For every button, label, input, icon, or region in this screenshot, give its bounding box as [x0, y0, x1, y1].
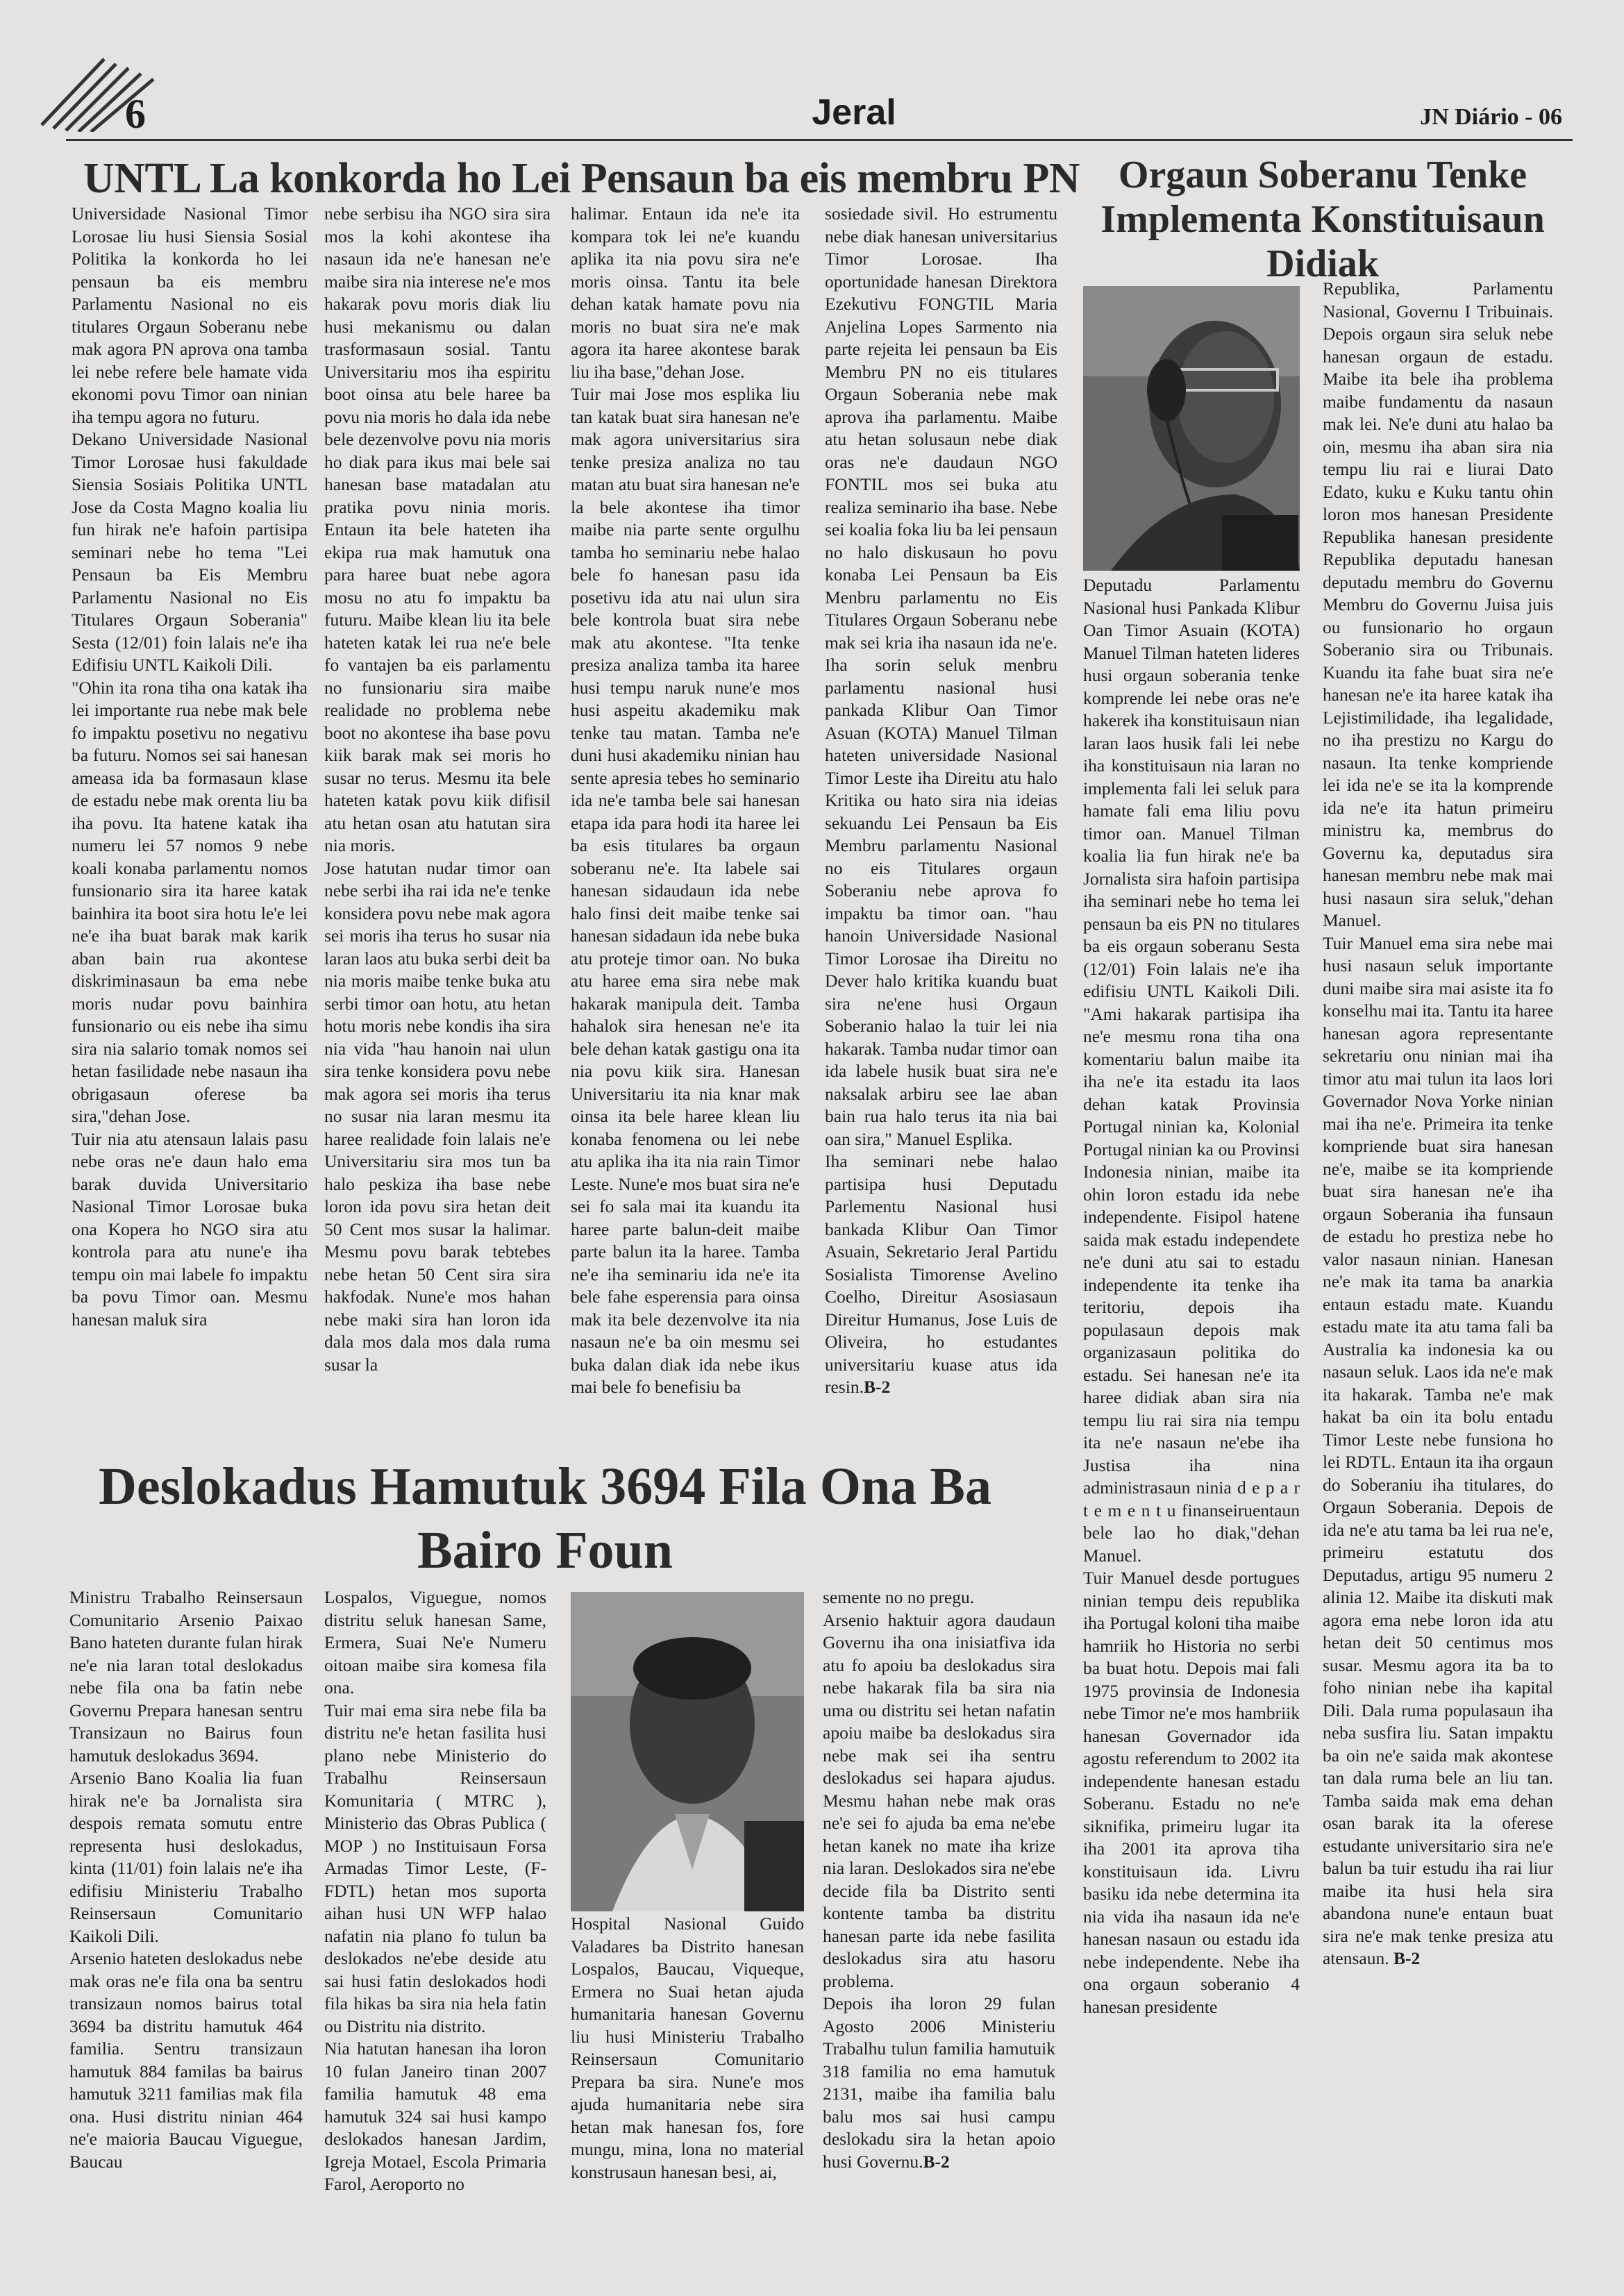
- main-article-column-2: [324, 203, 551, 1452]
- right-article-signature: B-2: [1393, 1948, 1421, 1968]
- right-article-text-2: Republika, Parlamentu Nasional, Governu I Tribuinais. Depois orgaun sira seluk nebe hanesan orgaun de estadu. Maibe ita bele iha problema maibe fundamentu da nasaun mak lei. Ne'e duni atu halao ba oin, mesmu iha aban sira nia tempu liu rai e liurai Dato Edato, kuku e Kuku tantu ohin loron mos hanesan Presidente Republika hanesan presidente Republika deputadu hanesan deputadu membru do Governu Membru do Governu Juisa juis ou funsionario ho orgaun Soberanio sira ou Tribunais. Kuandu ita fahe buat sira ne'e hanesan ne'e ita haree katak iha Lejistimilidade, iha legalidade, no iha prestizu no Kargu do nasaun. Ita tenke kompriende lei ida ne'e se ita la komprende ida ne'e ita hatun primeiru ministru ka, membrus do Governu ka, deputadus sira hanesan membru nebe mak mai husi nasaun sira seluk,"dehan Manuel. Tuir Manuel ema sira nebe mai husi nasaun seluk importante duni maibe sira mai asiste ita fo konselhu mai ita. Tantu ita haree hanesan agora representante sekretariu onu ninian mai iha timor atu mai tulun ita laos lori Governador Nova Yorke ninian mai iha ne'e. Primeira ita tenke kompriende buat sira hanesan ne'e, maibe se ita kompriende buat sira hanesan ne'e iha orgaun Soberania iha funsaun de estadu ho prestiza nebe ho valor nasaun ninian. Hanesan ne'e mak ita tama ba anarkia entaun estadu mate. Kuandu estadu mate ita atu tama fali ba Australia ka indonesia ka ou nasaun seluk. Laos ida ne'e mak ita hakarak. Tamba ne'e mak hakat ba oin ita bolu entadu Timor Leste nebe funsiona ho lei RDTL. Entaun ita iha orgaun do Soberaniu iha titulares, do Orgaun Soberania. Depois de ida ne'e atu tama ba lei rua ne'e, primeiru estatutu dos Deputadus, artigu 95 numeru 2 alinia 12. Maibe ita diskuti mak agora ema nebe loron ida atu hetan deit 50 centimus mos susar. Mesmu agora ita ba to foho ninian nebe iha kapital Dili. Dala ruma populasaun iha neba susfira liu. Satan impaktu ba oin ne'e saida mak akontese tan dala ruma bele an liu tan. Tamba saida mak ema dehan osan barak ita la oferese estudante universitario sira ne'e balun ba tuir estudu iha rai liur maibe ita husi hela sira abandona nune'e entaun buat sira ne'e mak tenke presiza atu atensaun. B-2: [1323, 278, 1553, 1968]
- main-article-column-4: [825, 203, 1057, 1452]
- bottom-article-headline: Deslokadus Hamutuk 3694 Fila Ona Ba Bairo Foun: [99, 1457, 991, 1579]
- main-article-headline: UNTL La konkorda ho Lei Pensaun ba eis membru PN: [83, 155, 1080, 202]
- section-title: Jeral: [812, 92, 896, 133]
- bottom-article-text-1: Ministru Trabalho Reinsersaun Comunitario Arsenio Paixao Bano hateten durante fulan hirak ne'e nia laran total deslokadus nebe fila ona ba fatin nebe Governu Prepara hanesan sentru Transizaun no Bairus foun hamutuk deslokadus 3694. Arsenio Bano Koalia lia fuan hirak ne'e ba Jornalista sira despois remata somutu entre representa husi deslokadus, kinta (11/01) foin lalais ne'e iha edifisiu Ministeriu Trabalho Reinsersaun Comunitario Kaikoli Dili. Arsenio hateten deslokadus nebe mak oras ne'e fila ona ba sentru transizaun nomos bairus total 3694 ba distritu hamutuk 464 familia. Sentru transizaun hamutuk 884 familas ba bairus hamutuk 3211 familias mak fila ona. Husi distritu ninian 464 ne'e maioria Baucau Viguegue, Baucau: [69, 1587, 303, 2172]
- bottom-article-signature: B-2: [923, 2151, 950, 2172]
- bottom-article-column-1: [69, 1586, 303, 2211]
- photo-arsenio-bano: [571, 1592, 804, 1911]
- main-article-column-1: [72, 203, 308, 1452]
- bottom-article-text-2: Lospalos, Viguegue, nomos distritu seluk hanesan Same, Ermera, Suai Ne'e Numeru oitoan maibe sira komesa fila ona. Tuir mai ema sira nebe fila ba distritu ne'e hetan fasilita husi plano nebe Ministerio do Trabalhu Reinsersaun Komunitaria ( MTRC ), Ministerio das Obras Publica ( MOP ) no Instituisaun Forsa Armadas Timor Leste, (F-FDTL) hetan mos suporta aihan husi UN WFP halao nafatin nia plano fo tulun ba deslokados ne'ebe deside atu sai husi fatin deslokados hodi fila hikas ba sira nia hela fatin ou Distritu nia distrito. Nia hatutan hanesan iha loron 10 fulan Janeiro tinan 2007 familia hamutuk 48 ema hamutuk 324 sai husi kampo deslokados hanesan Jardim, Igreja Motael, Escola Primaria Farol, Aeroporto no: [324, 1587, 546, 2194]
- page-number: 6: [125, 91, 146, 137]
- main-article-signature: B-2: [863, 1377, 891, 1397]
- main-article-text-2: nebe serbisu iha NGO sira sira mos la kohi akontese iha nasaun ida ne'e hanesan ne'e maibe sira nia interese ne'e mos hakarak povu moris diak liu husi mekanismu ou dalan trasformasaun sosial. Tantu Universitariu mos iha espiritu boot oinsa atu bele haree ba povu nia moris ho dala ida nebe bele dezenvolve povu nia moris ho diak para ikus mai bele sai hanesan base matadalan atu pratika povu ninia moris. Entaun ita bele hateten iha ekipa rua mak hamutuk ona para haree buat nebe agora mosu no atu fo impaktu ba futuru. Maibe klean liu ita bele hateten katak lei rua ne'e bele fo vantajen ba eis parlamentu no funsionariu sira maibe realidade no problema nebe boot no akontese iha base povu kiik barak mak sei moris ho susar no terus. Mesmu ita bele hateten katak povu kiik difisil atu hetan osan atu hatutan sira nia moris. Jose hatutan nudar timor oan nebe serbi iha rai ida ne'e tenke konsidera povu nebe mak agora sei moris iha terus ho susar nia laran laos atu buka serbi deit ba nia moris maibe tenke buka atu serbi timor oan hotu, atu hetan hotu moris nebe kondis iha sira nia vida "hau hanoin nai ulun sira tenke konsidera povu nebe mak agora sei moris iha terus no susar nia laran mesmu ita haree realidade foin lalais ne'e Universitariu sira mos tun ba halo peskiza iha base nebe loron ida povu sira hetan deit 50 Cent mos susar la halimar. Mesmu povu barak tebtebes nebe hetan 50 Cent sira sira hakfodak. Nune'e mos hahan nebe maki sira han loron ida dala mos dala mos dala ruma susar la: [324, 203, 551, 1375]
- bottom-article-text-4: semente no no pregu. Arsenio haktuir agora daudaun Governu iha ona inisiatfiva ida atu fo apoiu ba deslokadus sira nebe hakarak fila ba sira nia uma ou distritu sei hetan nafatin apoiu maibe ba deslokadus sira nebe mak sei iha sentru deslokadus sei hapara ajudus. Mesmu hahan nebe mak oras ne'e sei fo ajuda ba ema ne'ebe hetan kanek no mate iha krize nia laran. Deslokados sira ne'ebe decide fila ba Distrito senti kontente tamba ba distritu hanesan parte ida nebe fasilita deslokadus sira atu hasoru problema. Depois iha loron 29 fulan Agosto 2006 Ministeriu Trabalhu tulun familia hamutuik 318 familia no ema hamutuk 2131, maibe iha familia balu balu mos sai husi campu deslokadu sira la hetan apoio husi Governu.B-2: [823, 1587, 1055, 2172]
- bottom-article-column-2: [324, 1586, 546, 2211]
- bottom-photo-caption: [571, 1913, 804, 2184]
- photo-caption-and-text: [1083, 574, 1300, 2018]
- main-article-column-3: [571, 203, 800, 1452]
- main-article-text-3: halimar. Entaun ida ne'e ita kompara tok lei ne'e kuandu aplika ita nia povu sira ne'e moris oinsa. Tantu ita bele dehan katak hamate povu nia moris no buat sira ne'e mak agora ita haree akontese barak liu iha base,"dehan Jose. Tuir mai Jose mos esplika liu tan katak buat sira hanesan ne'e mak agora universitarius sira tenke presiza analiza no tau matan atu buat sira hanesan ne'e la bele akontese iha timor maibe nia parte sente orgulhu tamba ho seminariu nebe halao bele fo hanesan pasu ida posetivu ida atu nai ulun sira bele kontrola buat sira nebe mak atu akontese. "Ita tenke presiza analiza tamba ita haree husi tempu naruk nune'e mos husi aspeitu akademiku mak tenke tau matan. Tamba ne'e duni husi akademiku ninian hau sente apresia tebes ho seminario ida ne'e tamba bele sai hanesan etapa ida para hodi ita haree lei ba esis titulares ba orgaun soberanu ne'e. Ita labele sai hanesan sidaudaun ida nebe halo finsi deit maibe tenke sai hanesan sidadaun ida nebe buka atu proteje timor oan. No buka atu haree ema sira nebe mak hakarak manipula deit. Tamba hahalok sira henesan ne'e ita bele dehan katak gastigu ona ita nia povu kiik sira. Hanesan Universitariu ita nia knar mak oinsa ita bele haree klean liu konaba fenomena ou lei nebe atu aplika iha ita nia rain Timor Leste. Nune'e mos buat sira ne'e sei fo sala mai ita kuandu ita haree parte balun-deit maibe parte balun ita la haree. Tamba ne'e iha seminariu ida ne'e ita bele fahe esperensia para oinsa mak ita bele dezenvolve ita nia nasaun ne'e ba oin mesmu sei buka dalan diak ida nebe ikus mai bele fo benefisiu ba: [571, 203, 800, 1397]
- main-article-text-1: Universidade Nasional Timor Lorosae liu husi Siensia Sosial Politika la konkorda ho lei pensaun ba eis membru Parlamentu Nasional no eis titulares Orgaun Soberanu nebe mak agora PN aprova ona tamba lei nebe refere bele hamate vida ekonomi povu Timor oan ninian iha tempu agora no futuru. Dekano Universidade Nasional Timor Lorosae husi fakuldade Siensia Sosiais Politika UNTL Jose da Costa Magno koalia liu fun hirak ne'e hafoin partisipa seminari nebe ho tema "Lei Pensaun ba Eis Membru Parlamentu Nasional no Eis Titulares Orgaun Soberania" Sesta (12/01) foin lalais ne'e iha Edifisiu UNTL Kaikoli Dili. "Ohin ita rona tiha ona katak iha lei importante rua nebe mak bele fo impaktu posetivu no negativu ba futuru. Nomos sei sai hanesan ameasa ida ba formasaun klase de estadu nebe mak orenta liu ba iha povu. Ita hatene katak iha numeru lei 57 nomos 9 nebe koali konaba parlamentu nomos funsionario sira ita haree katak bainhira ita boot sira hotu le'e lei ne'e iha buat barak mak karik aban bain rua akontese diskriminasaun ba ema nebe moris nudar povu bainhira funsionario ou eis nebe iha simu sira nia salario tomak nomos sei hetan fasilidade nebe nasaun iha obrigasaun oferese ba sira,"dehan Jose. Tuir nia atu atensaun lalais pasu nebe oras ne'e daun halo ema barak duvida Universitario Nasional Timor Lorosae buka ona Kopera ho NGO sira atu kontrola para atu nune'e iha tempu oin mai labele fo impaktu ba povu Timor oan. Mesmu hanesan maluk sira: [72, 203, 308, 1330]
- portrait-image: [571, 1592, 804, 1911]
- main-article-text-4: sosiedade sivil. Ho estrumentu nebe diak hanesan universitarius Timor Lorosae. Iha oportunidade hanesan Direktora Ezekutivu FONGTIL Maria Anjelina Lopes Sarmento nia parte rejeita lei pensaun ba Eis Membru PN no eis titulares Orgaun Soberania nebe mak aprova iha parlamentu. Maibe atu hetan solusaun nebe diak oras ne'e daudaun NGO FONTIL mos sei buka atu realiza seminario iha base. Nebe sei koalia foka liu ba lei pensaun no halo diskusaun ho povu konaba Lei Pensaun ba Eis Menbru parlamentu no Eis Titulares Orgaun Soberanu nebe mak sei kria iha nasaun ida ne'e. Iha sorin seluk menbru parlamentu nasional husi pankada Klibur Oan Timor Asuan (KOTA) Manuel Tilman hateten universidade Nasional Timor Leste iha Direitu atu halo Kritika ou hato sira nia ideias sekuandu Lei Pensaun ba Eis Membru parlamentu Nasional no eis Titulares orgaun Soberaniu nebe aprova fo impaktu ba timor oan. "hau hanoin Universidade Nasional Timor Lorosae iha Direitu no Dever halo kritika kuandu buat sira ne'ene husi Orgaun Soberanio halao la tuir lei nia hakarak. Tamba nudar timor oan ida labele husik buat sira ne'e naksalak arbiru see lae aban bain rua halo terus ita nia bai oan sira," Manuel Esplika. Iha seminari nebe halao partisipa husi Deputadu Parlementu Nasional husi bankada Klibur Oan Timor Asuain, Sekretario Jeral Partidu Sosialista Timorense Avelino Coelho, Direitur Asosiasaun Direitur Humanus, Jose Luis de Oliveira, ho estudantes universitariu kuase atus ida resin.B-2: [825, 203, 1057, 1397]
- edition-label: JN Diário - 06: [1420, 104, 1562, 130]
- right-article-column-2: [1323, 278, 1553, 2222]
- photo-manuel-tilman: [1083, 286, 1300, 571]
- header-rule: [66, 139, 1573, 141]
- right-article-text-1: Deputadu Parlamentu Nasional husi Pankada Klibur Oan Timor Asuain (KOTA) Manuel Tilman hateten lideres husi orgaun soberania tenke komprende lei nebe oras ne'e hakerek iha konstituisaun nian laran laos husik fali lei nebe iha konstituisaun nia laran no implementa fali lei seluk para hamate fali ema liliu povu timor oan. Manuel Tilman koalia lia fun hirak ne'e ba Jornalista sira hafoin partisipa iha seminari nebe ho tema lei pensaun ba eis PN no titulares ba eis orgaun soberanu Sesta (12/01) Foin lalais ne'e iha edifisiu UNTL Kaikoli Dili. "Ami hakarak partisipa iha ne'e mesmu rona tiha ona komentariu balun maibe ita iha ne'e ita estadu ita laos dehan katak Provinsia Portugal ninian ka, Kolonial Portugal ninian ka ou Provinsi Indonesia ninian, maibe ita ohin loron estadu ida nebe independente. Fisipol hatene saida mak estadu independete ne'e duni atu sai to estadu independente ita tenke iha teritoriu, depois iha populasaun depois mak organizasaun politika do estadu. Sei hanesan ne'e ita haree didiak aban sira nia tempu liu rai sira nia tempu ita ne'e nasaun ne'ebe iha Justisa iha nina administrasaun ninia d e p a r t e m e n t u finanseiruentaun bele lao ho diak,"dehan Manuel. Tuir Manuel desde portugues ninian tempu deis republika iha Portugal koloni tiha maibe hamriik ho Historia no serbi ba buat hotu. Depois mai fali 1975 provinsia de Indonesia nebe Timor ne'e mos hambriik hanesan Governador ida agostu referendum to 2002 ita independente hanesan estadu Soberanu. Estadu no ne'e siknifika, primeiru lugar ita iha 2001 ita aprova tiha konstituisaun ida. Livru basiku ida nebe determina ita nia vida iha nasaun ida ne'e hanesan nasaun ou estadu ida nebe independente. Nebe iha ona orgaun soberanio 4 hanesan presidente: [1083, 575, 1300, 2017]
- bottom-article-text-3: Hospital Nasional Guido Valadares ba Distrito hanesan Lospalos, Baucau, Viqueque, Ermera no Suai hetan ajuda humanitaria hanesan Governu liu husi Ministeriu Trabalho Reinsersaun Comunitario Prepara ba sira. Nune'e mos ajuda humanitaria nebe sira hetan mak hanesan fos, fore mungu, mina, lona no material konstrusaun hanesan besi, ai,: [571, 1913, 804, 2182]
- bottom-article-column-4: [823, 1586, 1055, 2211]
- right-article-headline: Orgaun Soberanu Tenke Implementa Konstituisaun Didiak: [1100, 153, 1545, 285]
- portrait-image: [1083, 286, 1300, 571]
